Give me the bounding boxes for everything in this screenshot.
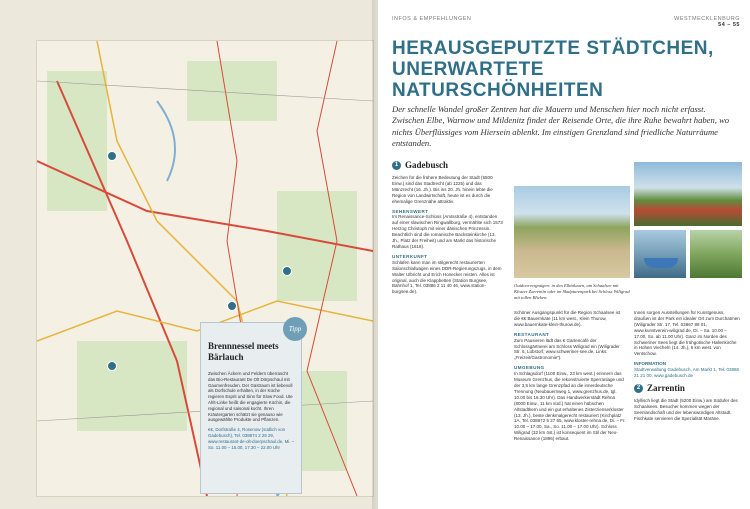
section-number-badge: 1: [392, 161, 401, 170]
section-number-badge-2: 2: [634, 384, 643, 393]
photo-lake-boat: [634, 230, 686, 278]
photo-castle-garden: [634, 162, 742, 226]
section-intro: Zeichen für die frühere Bedeutung der Stadt (5500 Einw.) sind das Stadtrecht (ab 1225) und das Münzrecht (16. Jh.). Bis ins 20. Jh. hinein lebte die Region von Landwirtschaft, heute ist es durch die ehemalige Grenznähe attraktiv.: [392, 175, 493, 204]
running-head-section: WESTMECKLENBURG: [674, 16, 740, 22]
subhead-umgebung: UMGEBUNG: [514, 365, 545, 371]
text-zarrentin: Idyllisch liegt die Stadt (5200 Einw.) am Südufer des Schaalsees. Besucher kommen wegen der Seenlandschaft und der lebenswürdigen Altstadt. Fischkate servieren die Spezialität Maräne.: [634, 397, 738, 421]
map-marker-1[interactable]: [107, 151, 117, 161]
column-information: [634, 310, 740, 422]
text-unterkunft: Schlafen kann man im stilgerecht restaurierten Salonschlafwagen eines DDR-Regierungszugs, in dem Walter Ulbricht und Erich Honecker reisten. Alles ist original, auch die Klappbetten (Station Burgsee, Bahnhof 1, Tel. 03886 2 11 40 46, www.station-burgsee.de).: [392, 259, 502, 295]
map-marker-3[interactable]: [282, 266, 292, 276]
subhead-information: INFORMATION: [634, 361, 667, 367]
right-page: [378, 0, 750, 509]
photo-collage: [514, 162, 742, 304]
page-headline: [392, 38, 732, 101]
photo-caption: Outdoorvergnügen: in den Elbtalauen, am Schaalsee mit Kloster Zarrentin oder im Skulpturenpark bei Schloss Wiligrad mit tollen Blicken.: [514, 283, 630, 300]
headline-line-1: HERAUSGEPUTZTE STÄDTCHEN,: [392, 38, 714, 59]
tipp-badge: Tipp: [283, 317, 307, 341]
text-wiligrad: Innen sorgen Ausstellungen für Kunstgenuss, draußen ist der Park ein idealer Ort zum Durchatmen (Wiligrader Str. 17, Tel. 03867 88 01, www.kunstverein-wiligrad.de, Di. – Sa. 10.00 – 17.00, So. ab 11.00 Uhr). Ganz im Norden des Schweriner Sees liegt die frühgotische Hallenkirche in Hohen Viecheln (14. Jh.), 6 km west. von Ventschow.: [634, 310, 740, 357]
tipp-contact: €€, Dorfstraße 4, Rosenow (südlich von Gadebusch), Tel. 038874 2 29 29, www.restaurant-de-olt-doerpschaul.de, Mi. – So. 11.00 – 15.00, 17.30 – 22.00 Uhr: [208, 427, 295, 450]
map-marker-4[interactable]: [107, 361, 117, 371]
boat-shape: [644, 258, 678, 268]
text-umgebung: In Schlagsdorf (1100 Einw., 23 km west.) erinnern das Museum Grenzhus, die rekonstruierte Sperranlage und der 3,5 km lange Grenzpfad an die innerdeutsche Trennung (Neubauernweg 1, www.grenzhus.de, tgl. 10.00 bis 16.30 Uhr). Das Handwerkerstädt Rehna (8000 Einw., 11 km süd.) hat einen hübschen Altstadtkern und ein gut erhaltenes Zisterzienserkloster (13. Jh.), beste denkmalgerecht restauriert (Kirchplatz 1A, Tel. 038872 5 27 65, www.kloster-rehna.de, Di. – Fr. 10.00 – 17.00, Sa., So. 11.00 – 17.00 Uhr). Schloss Wiligrad (32 km öst.) ist konsequent im Stil der Neo-Renaissance (1896) erbaut.: [514, 371, 626, 442]
tipp-title: Brennnessel meets Bärlauch: [208, 341, 279, 362]
page-numbers: 54 – 55: [718, 22, 740, 28]
section-heading-gadebusch: [392, 161, 504, 170]
running-head-right: [674, 16, 740, 28]
map-marker-2[interactable]: [227, 301, 237, 311]
lead-paragraph: Der schnelle Wandel großer Zentren hat die Mauern und Menschen hier noch nicht erfasst. Zwischen Elbe, Warnow und Mildenitz findet der Reisende Orte, die ihre Ruhe bewahrt haben, wo nichts Überflüssiges vom Hiersein ablenkt. Im einstigen Grenzland sind friedliche Naturräume entstanden.: [392, 104, 730, 148]
photo-dunes-landscape: [514, 186, 630, 278]
column-schaalsee: [514, 310, 626, 442]
text-restaurant: Zum Pausieren lädt das € Gartencafé der Schlossgärtnerei am Schloss Wiligrad ein (Wiligrader Str. 6, Lübstorf, www.schweriner-see.de, Links: „Freizeit/Gastronomie“).: [514, 337, 620, 361]
headline-line-2: UNERWARTETE NATURSCHÖNHEITEN: [392, 59, 604, 101]
subhead-unterkunft: UNTERKUNFT: [392, 253, 428, 259]
tipp-body: Zwischen Äckern und Feldern überrascht das Bio-Restaurant De Olt Dörpschaul mit Gaumenfreuden. Der Gastraum ist liebevoll als Dorfschule erhalten, in der Küche regieren Esprit und Sinn für Slow Food. Ute Ahlt-Linke heißt die engagierte Köchin, die regional und saisonal kocht. Ihren Kräutergarten schätzt sie genauso wie ausgewählte Produkte und Pflanzen.: [208, 371, 293, 423]
tipp-text: [208, 371, 296, 450]
tipp-box: [200, 322, 302, 494]
subhead-restaurant: RESTAURANT: [514, 331, 550, 337]
text-bauernkate: Schöner Ausgangspunkt für die Region Schaalsee ist die €€ Bauernkate (11 km west., Klein Thurow, www.bauernkate-klein-thurow.de).: [514, 310, 621, 327]
running-head-left: INFOS & EMPFEHLUNGEN: [392, 16, 472, 22]
text-information: Stadtverwaltung Gadebusch, Am Markt 1, Tel. 03886 21 21 00, www.gadebusch.de: [634, 367, 739, 379]
section-title: Gadebusch: [405, 159, 449, 170]
subhead-sehenswert: SEHENSWERT: [392, 208, 429, 214]
column-gadebusch: [392, 161, 504, 295]
text-sehenswert: Im Renaissance-Schloss (Amtsstraße 4), entstanden auf einer slawischen Ringwallburg, vermählte sich 1573 Herzog Christoph mit einer dänischen Prinzessin. Beachtlich sind die romanische Backsteinkirche (13. Jh., Platz der Freiheit) und am Markt das historische Rathaus (1618).: [392, 214, 503, 249]
section-heading-zarrentin: [634, 384, 740, 393]
photo-lake-shore: [690, 230, 742, 278]
section-title-2: Zarrentin: [647, 382, 685, 393]
